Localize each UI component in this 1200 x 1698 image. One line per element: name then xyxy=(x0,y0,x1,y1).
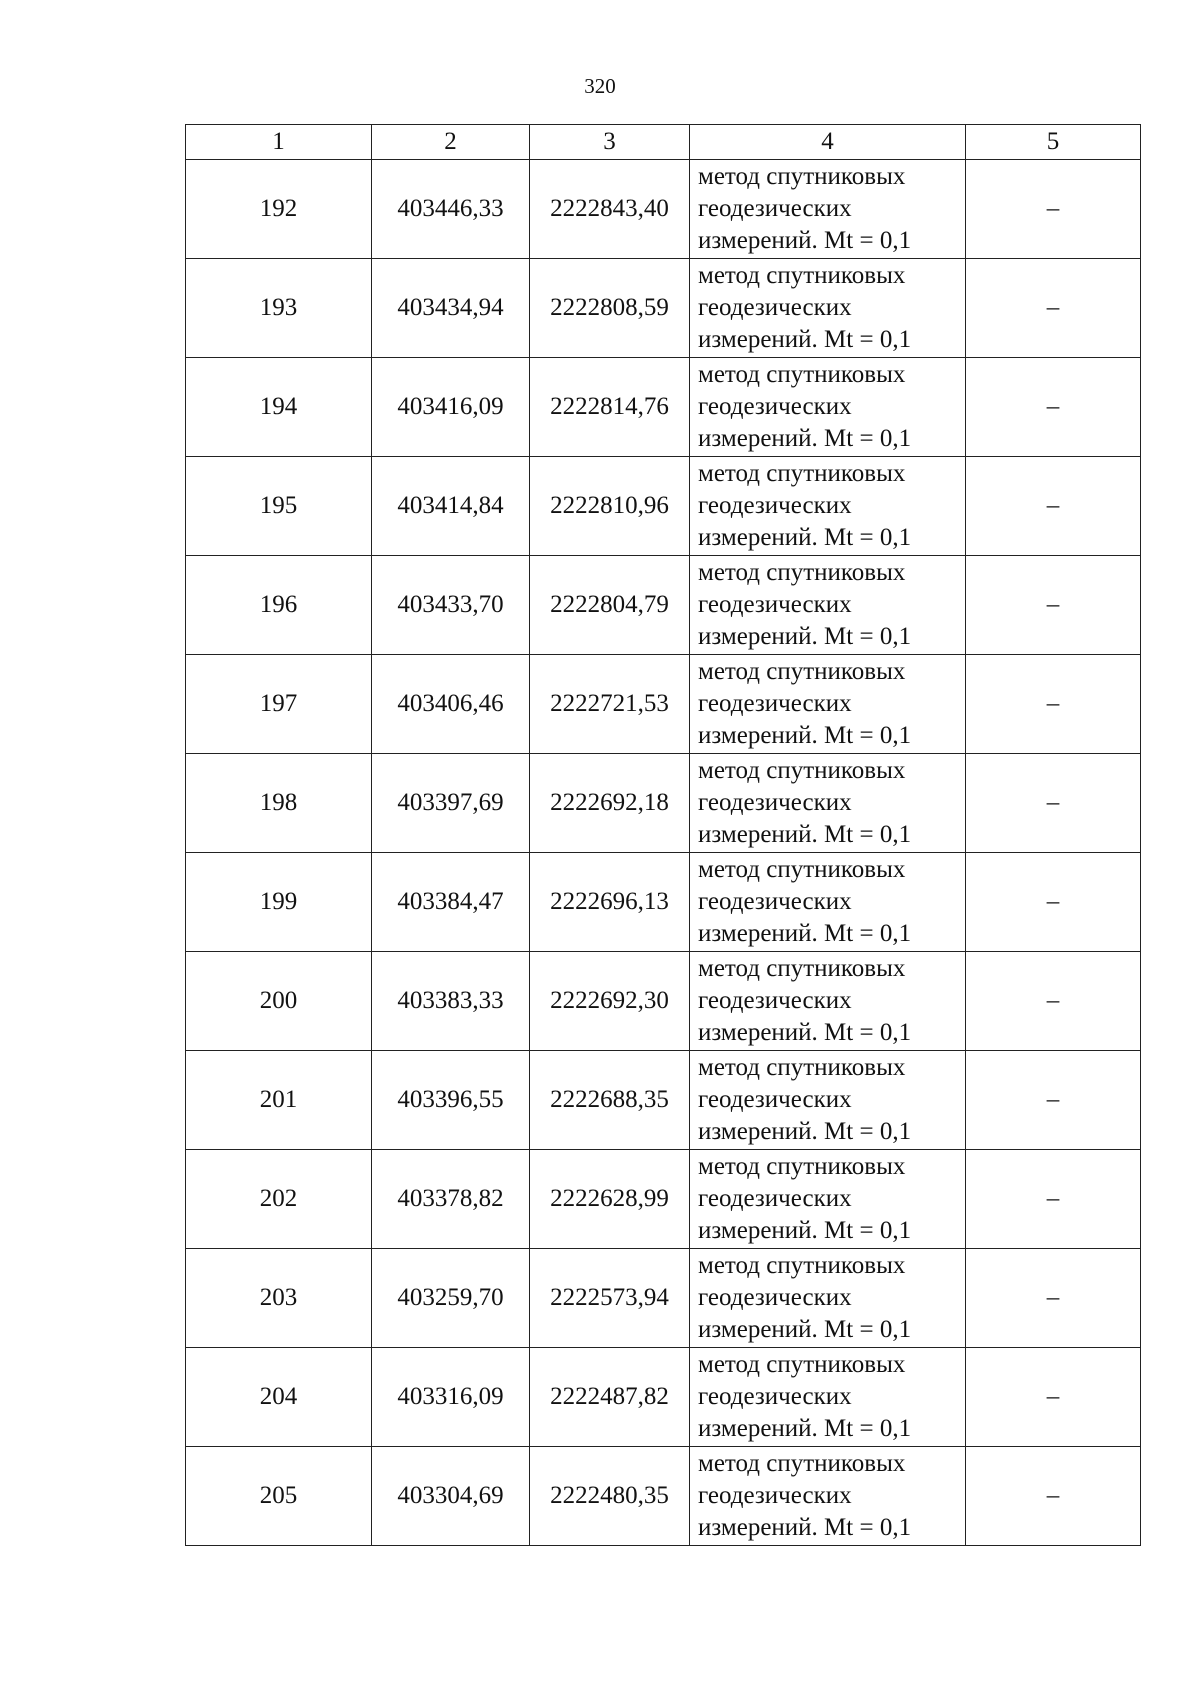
method-line: измерений. Mt = 0,1 xyxy=(698,821,912,848)
method-line: метод спутниковых xyxy=(698,1054,906,1081)
method-cell xyxy=(690,1447,966,1546)
table-row xyxy=(186,358,1141,457)
method-line: метод спутниковых xyxy=(698,757,906,784)
point-number-cell: 196 xyxy=(186,556,372,655)
note-cell: – xyxy=(966,1447,1141,1546)
note-cell: – xyxy=(966,1348,1141,1447)
method-line: метод спутниковых xyxy=(698,361,906,388)
method-cell xyxy=(690,160,966,259)
method-line: измерений. Mt = 0,1 xyxy=(698,1415,912,1442)
method-cell xyxy=(690,952,966,1051)
method-cell xyxy=(690,259,966,358)
y-coordinate-cell: 2222721,53 xyxy=(530,655,690,754)
y-coordinate-cell: 2222810,96 xyxy=(530,457,690,556)
header-col-5: 5 xyxy=(966,125,1141,160)
x-coordinate-cell: 403396,55 xyxy=(372,1051,530,1150)
method-line: измерений. Mt = 0,1 xyxy=(698,227,912,254)
method-cell xyxy=(690,655,966,754)
method-line: геодезических xyxy=(698,1284,852,1311)
point-number-cell: 199 xyxy=(186,853,372,952)
x-coordinate-cell: 403434,94 xyxy=(372,259,530,358)
method-line: измерений. Mt = 0,1 xyxy=(698,524,912,551)
y-coordinate-cell: 2222814,76 xyxy=(530,358,690,457)
point-number-cell: 197 xyxy=(186,655,372,754)
method-line: геодезических xyxy=(698,492,852,519)
method-line: метод спутниковых xyxy=(698,163,906,190)
table-row xyxy=(186,1447,1141,1546)
method-line: измерений. Mt = 0,1 xyxy=(698,1514,912,1541)
note-cell: – xyxy=(966,160,1141,259)
method-line: измерений. Mt = 0,1 xyxy=(698,1019,912,1046)
method-cell xyxy=(690,358,966,457)
note-cell: – xyxy=(966,952,1141,1051)
method-line: измерений. Mt = 0,1 xyxy=(698,623,912,650)
method-line: измерений. Mt = 0,1 xyxy=(698,722,912,749)
method-line: измерений. Mt = 0,1 xyxy=(698,326,912,353)
method-line: метод спутниковых xyxy=(698,1450,906,1477)
table-row xyxy=(186,853,1141,952)
x-coordinate-cell: 403259,70 xyxy=(372,1249,530,1348)
note-cell: – xyxy=(966,358,1141,457)
method-cell xyxy=(690,1150,966,1249)
y-coordinate-cell: 2222692,18 xyxy=(530,754,690,853)
method-line: геодезических xyxy=(698,987,852,1014)
method-line: метод спутниковых xyxy=(698,1351,906,1378)
x-coordinate-cell: 403304,69 xyxy=(372,1447,530,1546)
y-coordinate-cell: 2222487,82 xyxy=(530,1348,690,1447)
method-line: геодезических xyxy=(698,1383,852,1410)
table-row xyxy=(186,160,1141,259)
method-line: метод спутниковых xyxy=(698,1252,906,1279)
point-number-cell: 198 xyxy=(186,754,372,853)
method-cell xyxy=(690,853,966,952)
header-col-4: 4 xyxy=(690,125,966,160)
table-row xyxy=(186,1150,1141,1249)
x-coordinate-cell: 403378,82 xyxy=(372,1150,530,1249)
y-coordinate-cell: 2222688,35 xyxy=(530,1051,690,1150)
method-line: метод спутниковых xyxy=(698,856,906,883)
table-row xyxy=(186,457,1141,556)
point-number-cell: 200 xyxy=(186,952,372,1051)
table-row xyxy=(186,1051,1141,1150)
table-row xyxy=(186,655,1141,754)
x-coordinate-cell: 403384,47 xyxy=(372,853,530,952)
method-line: измерений. Mt = 0,1 xyxy=(698,1316,912,1343)
method-line: геодезических xyxy=(698,195,852,222)
y-coordinate-cell: 2222804,79 xyxy=(530,556,690,655)
table-row xyxy=(186,1348,1141,1447)
method-cell xyxy=(690,1249,966,1348)
coordinates-table xyxy=(185,124,1141,1546)
x-coordinate-cell: 403397,69 xyxy=(372,754,530,853)
x-coordinate-cell: 403383,33 xyxy=(372,952,530,1051)
method-cell xyxy=(690,1348,966,1447)
header-col-2: 2 xyxy=(372,125,530,160)
method-line: геодезических xyxy=(698,1086,852,1113)
page-number: 320 xyxy=(584,74,616,98)
point-number-cell: 194 xyxy=(186,358,372,457)
table-header xyxy=(186,125,1141,160)
note-cell: – xyxy=(966,556,1141,655)
method-cell xyxy=(690,556,966,655)
point-number-cell: 204 xyxy=(186,1348,372,1447)
y-coordinate-cell: 2222808,59 xyxy=(530,259,690,358)
y-coordinate-cell: 2222573,94 xyxy=(530,1249,690,1348)
method-line: метод спутниковых xyxy=(698,460,906,487)
point-number-cell: 202 xyxy=(186,1150,372,1249)
y-coordinate-cell: 2222480,35 xyxy=(530,1447,690,1546)
method-line: геодезических xyxy=(698,690,852,717)
x-coordinate-cell: 403414,84 xyxy=(372,457,530,556)
method-line: измерений. Mt = 0,1 xyxy=(698,425,912,452)
y-coordinate-cell: 2222692,30 xyxy=(530,952,690,1051)
method-line: геодезических xyxy=(698,591,852,618)
note-cell: – xyxy=(966,754,1141,853)
y-coordinate-cell: 2222628,99 xyxy=(530,1150,690,1249)
table-body xyxy=(186,160,1141,1546)
x-coordinate-cell: 403433,70 xyxy=(372,556,530,655)
point-number-cell: 193 xyxy=(186,259,372,358)
y-coordinate-cell: 2222696,13 xyxy=(530,853,690,952)
x-coordinate-cell: 403316,09 xyxy=(372,1348,530,1447)
x-coordinate-cell: 403446,33 xyxy=(372,160,530,259)
table-row xyxy=(186,259,1141,358)
method-cell xyxy=(690,754,966,853)
method-line: измерений. Mt = 0,1 xyxy=(698,1118,912,1145)
method-line: геодезических xyxy=(698,789,852,816)
point-number-cell: 192 xyxy=(186,160,372,259)
header-col-1: 1 xyxy=(186,125,372,160)
method-line: метод спутниковых xyxy=(698,658,906,685)
x-coordinate-cell: 403406,46 xyxy=(372,655,530,754)
point-number-cell: 201 xyxy=(186,1051,372,1150)
method-line: измерений. Mt = 0,1 xyxy=(698,920,912,947)
method-line: геодезических xyxy=(698,294,852,321)
point-number-cell: 203 xyxy=(186,1249,372,1348)
method-line: метод спутниковых xyxy=(698,955,906,982)
table-row xyxy=(186,556,1141,655)
table-row xyxy=(186,952,1141,1051)
table-row xyxy=(186,1249,1141,1348)
note-cell: – xyxy=(966,259,1141,358)
method-line: метод спутниковых xyxy=(698,262,906,289)
note-cell: – xyxy=(966,853,1141,952)
note-cell: – xyxy=(966,457,1141,556)
method-cell xyxy=(690,457,966,556)
method-line: геодезических xyxy=(698,1185,852,1212)
header-col-3: 3 xyxy=(530,125,690,160)
method-line: геодезических xyxy=(698,393,852,420)
method-line: геодезических xyxy=(698,1482,852,1509)
note-cell: – xyxy=(966,1051,1141,1150)
note-cell: – xyxy=(966,1150,1141,1249)
x-coordinate-cell: 403416,09 xyxy=(372,358,530,457)
method-cell xyxy=(690,1051,966,1150)
note-cell: – xyxy=(966,1249,1141,1348)
method-line: метод спутниковых xyxy=(698,1153,906,1180)
table-row xyxy=(186,754,1141,853)
header-row xyxy=(186,125,1141,160)
y-coordinate-cell: 2222843,40 xyxy=(530,160,690,259)
point-number-cell: 195 xyxy=(186,457,372,556)
method-line: метод спутниковых xyxy=(698,559,906,586)
method-line: геодезических xyxy=(698,888,852,915)
method-line: измерений. Mt = 0,1 xyxy=(698,1217,912,1244)
note-cell: – xyxy=(966,655,1141,754)
point-number-cell: 205 xyxy=(186,1447,372,1546)
